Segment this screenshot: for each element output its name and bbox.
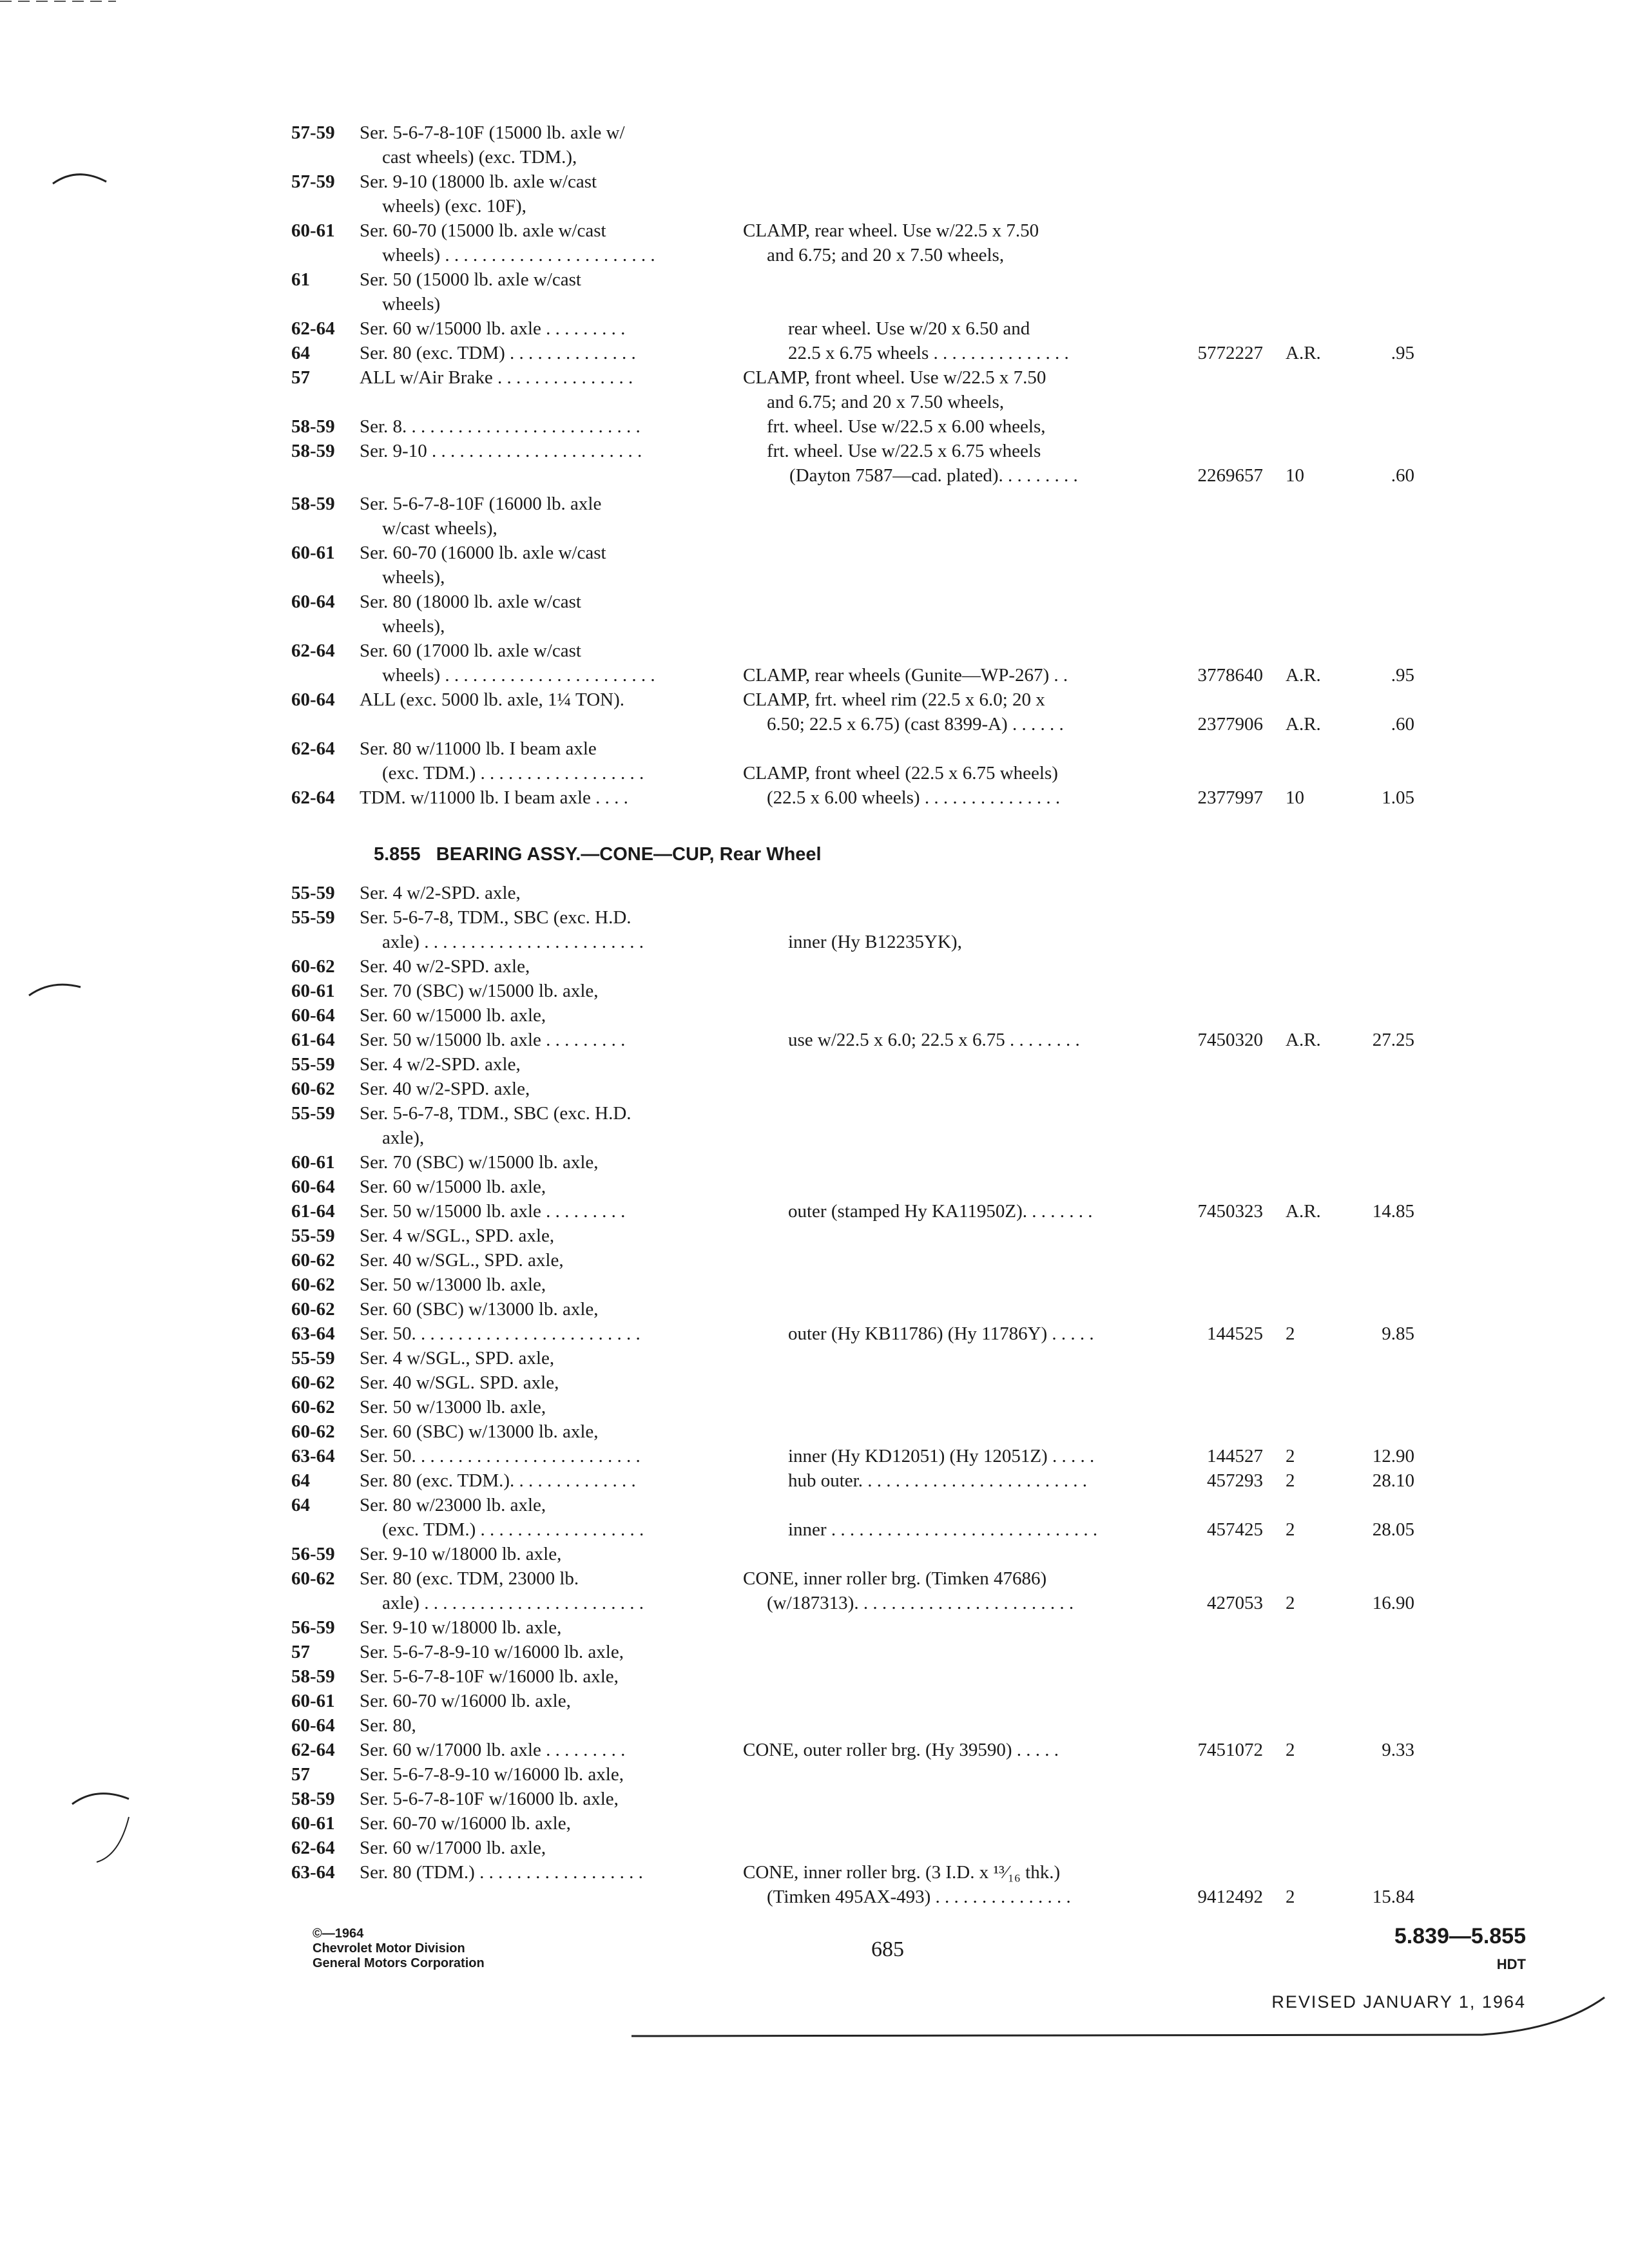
application: Ser. 50. . . . . . . . . . . . . . . . . . . . . . . . . bbox=[360, 1446, 641, 1466]
part-description-continued: frt. wheel. Use w/22.5 x 6.00 wheels, bbox=[767, 416, 1046, 437]
model-years: 60-64 bbox=[291, 591, 335, 612]
part-number: 144527 bbox=[1207, 1446, 1263, 1466]
application-continued: wheels) (exc. 10F), bbox=[382, 196, 526, 216]
model-years: 61 bbox=[291, 269, 310, 290]
part-number: 2377906 bbox=[1197, 714, 1263, 735]
list-price: 9.85 bbox=[1382, 1323, 1414, 1344]
model-years: 58-59 bbox=[291, 416, 335, 437]
application: Ser. 80 (18000 lb. axle w/cast bbox=[360, 591, 581, 612]
list-price: 27.25 bbox=[1372, 1030, 1414, 1050]
application: Ser. 80 w/23000 lb. axle, bbox=[360, 1495, 546, 1515]
quantity: A.R. bbox=[1286, 1201, 1321, 1222]
list-price: 28.10 bbox=[1372, 1470, 1414, 1491]
quantity: A.R. bbox=[1286, 714, 1321, 735]
model-years: 60-61 bbox=[291, 1813, 335, 1834]
part-description: CONE, outer roller brg. (Hy 39590) . . . . . bbox=[743, 1740, 1059, 1760]
application: Ser. 60 w/15000 lb. axle, bbox=[360, 1177, 546, 1197]
footer-corporation: General Motors Corporation bbox=[313, 1956, 485, 1970]
application: Ser. 40 w/2-SPD. axle, bbox=[360, 1079, 530, 1099]
list-price: 16.90 bbox=[1372, 1593, 1414, 1613]
section-range: 5.839—5.855 bbox=[1394, 1924, 1526, 1948]
part-description: CLAMP, front wheel (22.5 x 6.75 wheels) bbox=[743, 763, 1058, 783]
quantity: 2 bbox=[1286, 1519, 1295, 1540]
application: Ser. 40 w/SGL. SPD. axle, bbox=[360, 1372, 559, 1393]
part-description-continued: (w/187313). . . . . . . . . . . . . . . . . . . . . . . . bbox=[767, 1593, 1074, 1613]
model-years: 61-64 bbox=[291, 1030, 335, 1050]
model-years: 60-64 bbox=[291, 1005, 335, 1026]
application: Ser. 9-10 (18000 lb. axle w/cast bbox=[360, 171, 597, 192]
model-years: 55-59 bbox=[291, 1054, 335, 1075]
part-description: CLAMP, rear wheels (Gunite—WP-267) . . bbox=[743, 665, 1068, 686]
model-years: 60-62 bbox=[291, 1397, 335, 1418]
application: Ser. 60-70 w/16000 lb. axle, bbox=[360, 1813, 571, 1834]
model-years: 58-59 bbox=[291, 494, 335, 514]
part-description-indented: hub outer. . . . . . . . . . . . . . . . . . . . . . . . . bbox=[788, 1470, 1087, 1491]
model-years: 60-61 bbox=[291, 220, 335, 241]
part-description-continued: (22.5 x 6.00 wheels) . . . . . . . . . . . . . . . bbox=[767, 787, 1061, 808]
list-price: 9.33 bbox=[1382, 1740, 1414, 1760]
model-years: 60-62 bbox=[291, 1079, 335, 1099]
model-years: 60-64 bbox=[291, 1177, 335, 1197]
application-continued: wheels), bbox=[382, 567, 445, 588]
model-years: 60-61 bbox=[291, 1152, 335, 1173]
application: ALL (exc. 5000 lb. axle, 1¼ TON). bbox=[360, 689, 625, 710]
application: Ser. 5-6-7-8-9-10 w/16000 lb. axle, bbox=[360, 1642, 624, 1662]
application-continued: w/cast wheels), bbox=[382, 518, 497, 539]
application-continued: axle) . . . . . . . . . . . . . . . . . . . . . . . . bbox=[382, 1593, 644, 1613]
model-years: 56-59 bbox=[291, 1617, 335, 1638]
model-years: 57-59 bbox=[291, 171, 335, 192]
application: Ser. 9-10 w/18000 lb. axle, bbox=[360, 1617, 562, 1638]
part-description: CLAMP, rear wheel. Use w/22.5 x 7.50 bbox=[743, 220, 1039, 241]
model-years: 60-62 bbox=[291, 1250, 335, 1271]
part-description-continued: 6.50; 22.5 x 6.75) (cast 8399-A) . . . . . . bbox=[767, 714, 1064, 735]
application: Ser. 4 w/SGL., SPD. axle, bbox=[360, 1348, 555, 1369]
section-number: 5.855 bbox=[374, 844, 421, 865]
model-years: 60-61 bbox=[291, 1691, 335, 1711]
model-years: 60-62 bbox=[291, 1299, 335, 1320]
application: Ser. 5-6-7-8, TDM., SBC (exc. H.D. bbox=[360, 907, 631, 928]
part-description-indented: use w/22.5 x 6.0; 22.5 x 6.75 . . . . . . . . bbox=[788, 1030, 1080, 1050]
application: Ser. 80 (exc. TDM, 23000 lb. bbox=[360, 1568, 579, 1589]
quantity: A.R. bbox=[1286, 665, 1321, 686]
model-years: 63-64 bbox=[291, 1323, 335, 1344]
part-description-indented: (Dayton 7587—cad. plated). . . . . . . . . bbox=[789, 465, 1078, 486]
application: Ser. 60-70 w/16000 lb. axle, bbox=[360, 1691, 571, 1711]
quantity: 2 bbox=[1286, 1740, 1295, 1760]
list-price: 12.90 bbox=[1372, 1446, 1414, 1466]
model-years: 60-62 bbox=[291, 1372, 335, 1393]
part-description: CONE, inner roller brg. (Timken 47686) bbox=[743, 1568, 1047, 1589]
quantity: A.R. bbox=[1286, 1030, 1321, 1050]
part-description: CLAMP, frt. wheel rim (22.5 x 6.0; 20 x bbox=[743, 689, 1045, 710]
part-description-indented: inner (Hy B12235YK), bbox=[788, 932, 962, 952]
application: Ser. 50 w/13000 lb. axle, bbox=[360, 1397, 546, 1418]
application-continued: wheels) . . . . . . . . . . . . . . . . . . . . . . . bbox=[382, 665, 655, 686]
model-years: 55-59 bbox=[291, 883, 335, 903]
part-description: CONE, inner roller brg. (3 I.D. x ¹³⁄₁₆ thk.) bbox=[743, 1862, 1061, 1883]
part-description-continued: (Timken 495AX-493) . . . . . . . . . . . . . . . bbox=[767, 1887, 1071, 1907]
quantity: A.R. bbox=[1286, 343, 1321, 363]
application: Ser. 60 w/15000 lb. axle . . . . . . . . . bbox=[360, 318, 626, 339]
list-price: 14.85 bbox=[1372, 1201, 1414, 1222]
quantity: 2 bbox=[1286, 1593, 1295, 1613]
model-years: 58-59 bbox=[291, 1666, 335, 1687]
application: Ser. 4 w/SGL., SPD. axle, bbox=[360, 1225, 555, 1246]
model-years: 62-64 bbox=[291, 640, 335, 661]
application: Ser. 50 (15000 lb. axle w/cast bbox=[360, 269, 581, 290]
application: Ser. 9-10 . . . . . . . . . . . . . . . . . . . . . . . bbox=[360, 441, 642, 461]
list-price: 15.84 bbox=[1372, 1887, 1414, 1907]
footer-copyright: ©—1964 bbox=[313, 1927, 364, 1941]
page-number: 685 bbox=[871, 1937, 904, 1961]
model-years: 57 bbox=[291, 1642, 310, 1662]
application: Ser. 60 w/17000 lb. axle . . . . . . . . . bbox=[360, 1740, 626, 1760]
part-description-indented: inner . . . . . . . . . . . . . . . . . . . . . . . . . . . . . bbox=[788, 1519, 1098, 1540]
application: Ser. 60 (SBC) w/13000 lb. axle, bbox=[360, 1299, 599, 1320]
application: Ser. 70 (SBC) w/15000 lb. axle, bbox=[360, 1152, 599, 1173]
application-continued: cast wheels) (exc. TDM.), bbox=[382, 147, 577, 168]
model-years: 55-59 bbox=[291, 1225, 335, 1246]
list-price: .60 bbox=[1391, 465, 1414, 486]
application-continued: wheels) bbox=[382, 294, 441, 314]
model-years: 60-62 bbox=[291, 1274, 335, 1295]
model-years: 58-59 bbox=[291, 1789, 335, 1809]
revised-date: REVISED JANUARY 1, 1964 bbox=[1271, 1992, 1526, 2012]
punch-mark-middle bbox=[29, 985, 81, 995]
application: Ser. 80 (exc. TDM) . . . . . . . . . . . . . . bbox=[360, 343, 636, 363]
model-years: 56-59 bbox=[291, 1544, 335, 1564]
application: Ser. 60 w/17000 lb. axle, bbox=[360, 1838, 546, 1858]
part-description: CLAMP, front wheel. Use w/22.5 x 7.50 bbox=[743, 367, 1046, 388]
application: Ser. 5-6-7-8-10F (16000 lb. axle bbox=[360, 494, 602, 514]
part-description-indented: outer (Hy KB11786) (Hy 11786Y) . . . . . bbox=[788, 1323, 1094, 1344]
part-number: 457425 bbox=[1207, 1519, 1263, 1540]
list-price: 28.05 bbox=[1372, 1519, 1414, 1540]
model-years: 62-64 bbox=[291, 1740, 335, 1760]
application: Ser. 70 (SBC) w/15000 lb. axle, bbox=[360, 981, 599, 1001]
application: Ser. 50 w/15000 lb. axle . . . . . . . . . bbox=[360, 1030, 626, 1050]
part-description-continued: frt. wheel. Use w/22.5 x 6.75 wheels bbox=[767, 441, 1041, 461]
application: Ser. 60 (17000 lb. axle w/cast bbox=[360, 640, 581, 661]
application: Ser. 60-70 (16000 lb. axle w/cast bbox=[360, 543, 606, 563]
part-number: 7451072 bbox=[1197, 1740, 1263, 1760]
model-years: 57 bbox=[291, 367, 310, 388]
quantity: 2 bbox=[1286, 1887, 1295, 1907]
list-price: .60 bbox=[1391, 714, 1414, 735]
part-number: 7450323 bbox=[1197, 1201, 1263, 1222]
application: Ser. 9-10 w/18000 lb. axle, bbox=[360, 1544, 562, 1564]
application: Ser. 60 w/15000 lb. axle, bbox=[360, 1005, 546, 1026]
model-years: 63-64 bbox=[291, 1862, 335, 1883]
application: Ser. 80 (exc. TDM.). . . . . . . . . . . . . . bbox=[360, 1470, 636, 1491]
application: Ser. 50 w/15000 lb. axle . . . . . . . . . bbox=[360, 1201, 626, 1222]
application: TDM. w/11000 lb. I beam axle . . . . bbox=[360, 787, 628, 808]
model-years: 64 bbox=[291, 1470, 310, 1491]
model-years: 60-64 bbox=[291, 689, 335, 710]
part-description-continued: and 6.75; and 20 x 7.50 wheels, bbox=[767, 392, 1005, 412]
application: Ser. 5-6-7-8, TDM., SBC (exc. H.D. bbox=[360, 1103, 631, 1124]
part-description-indented: rear wheel. Use w/20 x 6.50 and bbox=[788, 318, 1030, 339]
application: ALL w/Air Brake . . . . . . . . . . . . . . . bbox=[360, 367, 633, 388]
application: Ser. 60-70 (15000 lb. axle w/cast bbox=[360, 220, 606, 241]
application-continued: (exc. TDM.) . . . . . . . . . . . . . . . . . . bbox=[382, 763, 644, 783]
application: Ser. 4 w/2-SPD. axle, bbox=[360, 883, 521, 903]
model-years: 63-64 bbox=[291, 1446, 335, 1466]
part-description-continued: and 6.75; and 20 x 7.50 wheels, bbox=[767, 245, 1005, 265]
model-years: 64 bbox=[291, 1495, 310, 1515]
footer-division: Chevrolet Motor Division bbox=[313, 1941, 465, 1956]
part-number: 144525 bbox=[1207, 1323, 1263, 1344]
application: Ser. 4 w/2-SPD. axle, bbox=[360, 1054, 521, 1075]
category-label: HDT bbox=[1496, 1956, 1526, 1972]
application: Ser. 80 (TDM.) . . . . . . . . . . . . . . . . . . bbox=[360, 1862, 643, 1883]
list-price: .95 bbox=[1391, 343, 1414, 363]
model-years: 60-61 bbox=[291, 543, 335, 563]
application: Ser. 50. . . . . . . . . . . . . . . . . . . . . . . . . bbox=[360, 1323, 641, 1344]
model-years: 55-59 bbox=[291, 907, 335, 928]
application: Ser. 40 w/2-SPD. axle, bbox=[360, 956, 530, 977]
part-description-indented: inner (Hy KD12051) (Hy 12051Z) . . . . . bbox=[788, 1446, 1095, 1466]
part-number: 9412492 bbox=[1197, 1887, 1263, 1907]
application: Ser. 50 w/13000 lb. axle, bbox=[360, 1274, 546, 1295]
model-years: 57 bbox=[291, 1764, 310, 1785]
quantity: 2 bbox=[1286, 1446, 1295, 1466]
application: Ser. 8. . . . . . . . . . . . . . . . . . . . . . . . . . bbox=[360, 416, 641, 437]
quantity: 2 bbox=[1286, 1323, 1295, 1344]
quantity: 10 bbox=[1286, 787, 1304, 808]
quantity: 2 bbox=[1286, 1470, 1295, 1491]
model-years: 58-59 bbox=[291, 441, 335, 461]
application-continued: axle), bbox=[382, 1128, 425, 1148]
punch-mark-bottom-tail bbox=[97, 1817, 129, 1862]
model-years: 62-64 bbox=[291, 787, 335, 808]
model-years: 62-64 bbox=[291, 318, 335, 339]
section-header bbox=[374, 844, 822, 865]
model-years: 57-59 bbox=[291, 122, 335, 143]
application: Ser. 5-6-7-8-10F (15000 lb. axle w/ bbox=[360, 122, 625, 143]
application: Ser. 60 (SBC) w/13000 lb. axle, bbox=[360, 1421, 599, 1442]
part-number: 5772227 bbox=[1197, 343, 1263, 363]
application-continued: wheels), bbox=[382, 616, 445, 637]
punch-mark-bottom bbox=[72, 1794, 129, 1804]
part-number: 457293 bbox=[1207, 1470, 1263, 1491]
part-description-indented: outer (stamped Hy KA11950Z). . . . . . . . bbox=[788, 1201, 1093, 1222]
model-years: 60-62 bbox=[291, 956, 335, 977]
model-years: 61-64 bbox=[291, 1201, 335, 1222]
section-title: BEARING ASSY.—CONE—CUP, Rear Wheel bbox=[436, 844, 822, 865]
application: Ser. 5-6-7-8-10F w/16000 lb. axle, bbox=[360, 1789, 619, 1809]
part-number: 3778640 bbox=[1197, 665, 1263, 686]
part-number: 2377997 bbox=[1197, 787, 1263, 808]
application-continued: wheels) . . . . . . . . . . . . . . . . . . . . . . . bbox=[382, 245, 655, 265]
model-years: 60-64 bbox=[291, 1715, 335, 1736]
part-number: 7450320 bbox=[1197, 1030, 1263, 1050]
model-years: 55-59 bbox=[291, 1348, 335, 1369]
list-price: 1.05 bbox=[1382, 787, 1414, 808]
punch-mark-top bbox=[53, 175, 106, 184]
model-years: 62-64 bbox=[291, 738, 335, 759]
model-years: 64 bbox=[291, 343, 310, 363]
part-description-indented: 22.5 x 6.75 wheels . . . . . . . . . . . . . . . bbox=[788, 343, 1069, 363]
application-continued: axle) . . . . . . . . . . . . . . . . . . . . . . . . bbox=[382, 932, 644, 952]
application: Ser. 5-6-7-8-9-10 w/16000 lb. axle, bbox=[360, 1764, 624, 1785]
model-years: 60-62 bbox=[291, 1421, 335, 1442]
model-years: 62-64 bbox=[291, 1838, 335, 1858]
part-number: 427053 bbox=[1207, 1593, 1263, 1613]
list-price: .95 bbox=[1391, 665, 1414, 686]
model-years: 55-59 bbox=[291, 1103, 335, 1124]
application: Ser. 40 w/SGL., SPD. axle, bbox=[360, 1250, 564, 1271]
quantity: 10 bbox=[1286, 465, 1304, 486]
application-continued: (exc. TDM.) . . . . . . . . . . . . . . . . . . bbox=[382, 1519, 644, 1540]
application: Ser. 80 w/11000 lb. I beam axle bbox=[360, 738, 597, 759]
model-years: 60-61 bbox=[291, 981, 335, 1001]
application: Ser. 80, bbox=[360, 1715, 416, 1736]
model-years: 60-62 bbox=[291, 1568, 335, 1589]
application: Ser. 5-6-7-8-10F w/16000 lb. axle, bbox=[360, 1666, 619, 1687]
part-number: 2269657 bbox=[1197, 465, 1263, 486]
